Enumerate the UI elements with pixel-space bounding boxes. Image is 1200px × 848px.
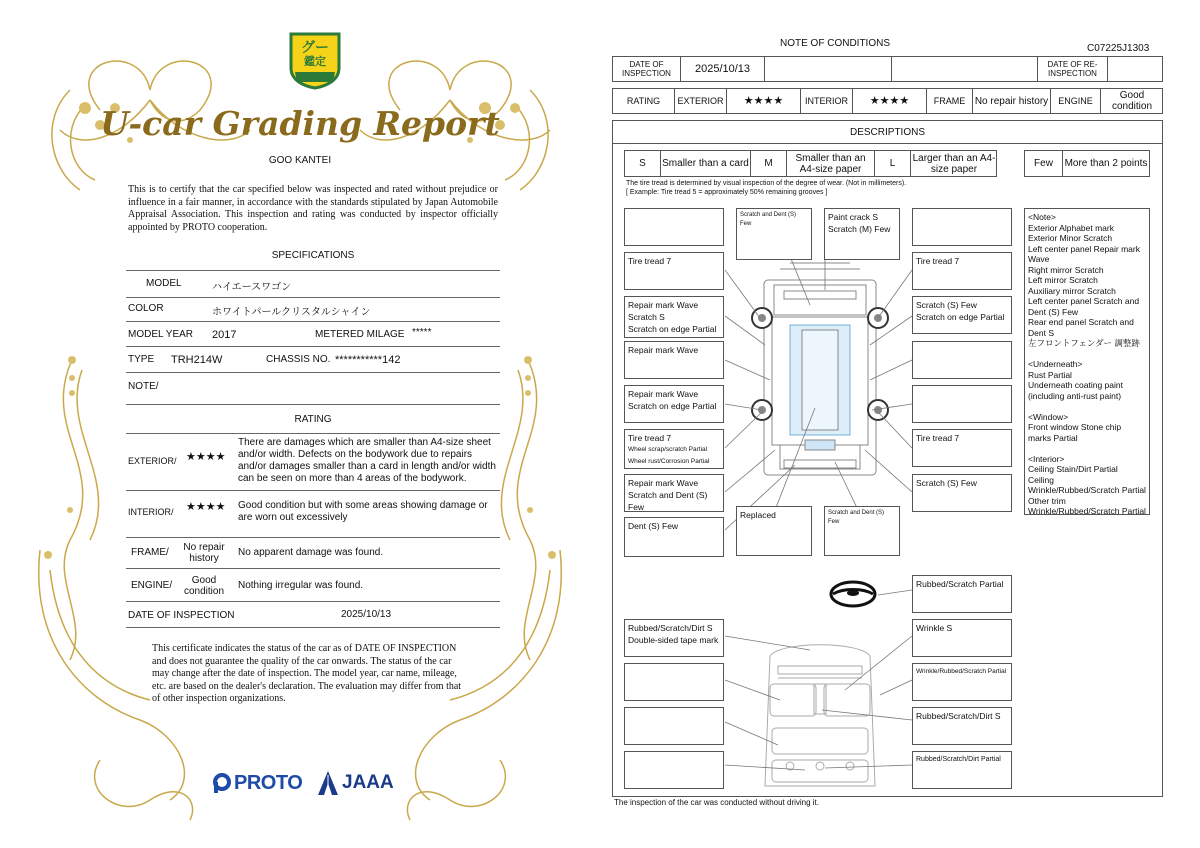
jaaa-mark-icon <box>318 771 338 795</box>
proto-logo-text: PROTO <box>234 771 303 794</box>
interior-desc: Good condition but with some areas showing damage or are worn out excessively <box>238 500 488 523</box>
left-tire-rear-line1: Tire tread 7 <box>628 433 672 443</box>
int-box-left-4 <box>624 751 724 789</box>
legend-few: Few <box>1025 151 1063 176</box>
ext-box-bottom-left: Dent (S) Few <box>624 517 724 557</box>
rating-heading: RATING <box>294 414 332 425</box>
proto-logo <box>212 770 302 796</box>
frame-value: No repair history <box>183 542 225 564</box>
legend-s-desc: Smaller than a card <box>661 151 751 176</box>
ext-box-bottom-mid-right: Scratch and Dent (S) Few <box>824 506 900 556</box>
color-label: COLOR <box>128 303 164 314</box>
date-of-inspection-value: 2025/10/13 <box>341 609 392 620</box>
noc-reference: C07225J1303 <box>1087 43 1150 54</box>
report-subtitle: GOO KANTEI <box>268 155 332 166</box>
int-box-left-1: Rubbed/Scratch/Dirt S Double-sided tape mark <box>624 619 724 657</box>
date-of-reinspection-label: DATE OF RE-INSPECTION <box>1038 57 1108 81</box>
exterior-desc: There are damages which are smaller than A4-size sheet and/or width. Defects on the bodywork due to repairs and/or damages smaller than a card in length and/or width can be seen on more than 4 areas of the bodywork. <box>238 437 496 484</box>
model-label: MODEL <box>146 278 182 289</box>
ext-box-bottom-mid-left: Replaced <box>736 506 812 556</box>
metered-label: METERED MILAGE <box>315 329 405 340</box>
rating-label: RATING <box>613 89 675 113</box>
model-year-label: MODEL YEAR <box>128 329 194 340</box>
exterior-stars: ★★★★ <box>186 451 226 463</box>
goo-kantei-badge <box>287 28 343 90</box>
date-of-inspection-label: DATE OF INSPECTION <box>128 610 235 621</box>
engine-value: Good condition <box>1111 90 1153 112</box>
jaaa-logo <box>318 770 394 796</box>
engine-value: Good condition <box>183 575 225 597</box>
metered-value: ***** <box>412 327 432 338</box>
frame-label: FRAME/ <box>131 547 169 558</box>
badge-text: 鑑定 <box>304 56 326 68</box>
frame-desc: No apparent damage was found. <box>238 547 384 558</box>
ext-box-right-tire-rear: Tire tread 7 <box>912 429 1012 467</box>
tire-note-2: [ Example: Tire tread 5 = approximately 50% remaining grooves ] <box>626 189 828 196</box>
ext-box-left-tire-front: Tire tread 7 <box>624 252 724 290</box>
interior-label: INTERIOR/ <box>128 507 174 517</box>
noc-footer: The inspection of the car was conducted without driving it. <box>614 798 819 807</box>
interior-stars: ★★★★ <box>853 89 927 113</box>
descriptions-heading: DESCRIPTIONS <box>613 121 1162 144</box>
jaaa-logo-text: JAAA <box>342 772 394 793</box>
tire-note-1: The tire tread is determined by visual inspection of the degree of wear. (Not in millimeters). <box>626 180 907 187</box>
legend-l-desc: Larger than an A4-size paper <box>912 152 996 175</box>
exterior-stars: ★★★★ <box>727 89 801 113</box>
specifications-heading: SPECIFICATIONS <box>271 250 355 261</box>
legend-m-desc: Smaller than an A4-size paper <box>787 151 875 176</box>
exterior-label: EXTERIOR/ <box>128 456 177 466</box>
note-of-conditions <box>600 0 1200 848</box>
legend-l: L <box>875 151 911 176</box>
int-box-right-1: Wrinkle S <box>912 619 1012 657</box>
chassis-label: CHASSIS NO. <box>266 354 331 365</box>
model-value: ハイエースワゴン <box>212 282 292 293</box>
exterior-label: EXTERIOR <box>675 89 727 113</box>
ext-box-left-mid1: Repair mark Wave Scratch S Scratch on edge Partial <box>624 296 724 338</box>
int-box-right-2: Wrinkle/Rubbed/Scratch Partial <box>912 663 1012 701</box>
interior-label: INTERIOR <box>801 89 853 113</box>
remarks-box: <Note> Exterior Alphabet mark Exterior Minor Scratch Left center panel Repair mark Wave Right mirror Scratch Left mirror Scratch Auxiliary mirror Scratch Left center panel Scratch and Dent (S) Few Rear end panel Scratch and Dent S 左フロントフェンダー 調整跡 <Underneath> Rust Partial Underneath coating paint (including anti-rust paint) <Window> Front window Stone chip marks Partial <Interior> Ceiling Stain/Dirt Partial Ceiling Wrinkle/Rubbed/Scratch Partial Other trim Wrinkle/Rubbed/Scratch Partial <box>1024 208 1150 515</box>
int-box-steering: Rubbed/Scratch Partial <box>912 575 1012 613</box>
int-box-left-2 <box>624 663 724 701</box>
engine-desc: Nothing irregular was found. <box>238 580 364 591</box>
ext-box-left-mid2: Repair mark Wave <box>624 341 724 379</box>
certify-text: This is to certify that the car specified below was inspected and rated without prejudice or influence in a fair manner, in accordance with the standards stipulated by Japan Automobile Appraisal Association. This inspection and rating was conducted by inspector officially appointed by PROTO cooperation. <box>128 184 498 233</box>
type-label: TYPE <box>128 354 155 365</box>
ext-box-top-mid-right: Paint crack S Scratch (M) Few <box>824 208 900 260</box>
engine-label: ENGINE <box>1051 89 1101 113</box>
note-label: NOTE/ <box>128 381 159 392</box>
legend-more: More than 2 points <box>1064 158 1148 169</box>
int-box-right-4: Rubbed/Scratch/Dirt Partial <box>912 751 1012 789</box>
color-value: ホワイトパールクリスタルシャイン <box>212 307 371 318</box>
ext-box-left-mid4: Repair mark Wave Scratch and Dent (S) Few <box>624 474 724 512</box>
ext-box-right-mid4: Scratch (S) Few <box>912 474 1012 512</box>
certificate-footer: This certificate indicates the status of the car as of DATE OF INSPECTION and does not guarantee the quality of the car onwards. The status of the car may change after the date of inspection. The model year, car name, mileage, etc. are based on the dealer's declaration. The evaluation may differ from that of other inspection organizations. <box>152 643 462 704</box>
svg-text:グー: グー <box>301 40 329 56</box>
left-tire-rear-line2: Wheel scrap/scratch Partial <box>628 446 708 453</box>
proto-mark-icon <box>212 772 232 794</box>
ext-box-top-mid-left: Scratch and Dent (S) Few <box>736 208 812 260</box>
left-tire-rear-line3: Wheel rust/Corrosion Partial <box>628 458 710 465</box>
noc-title: NOTE OF CONDITIONS <box>780 38 890 49</box>
chassis-value: ***********142 <box>335 354 401 366</box>
date-of-inspection-label: DATE OF INSPECTION <box>613 57 681 81</box>
ext-box-left-mid3: Repair mark Wave Scratch on edge Partial <box>624 385 724 423</box>
interior-stars: ★★★★ <box>186 501 226 513</box>
frame-label: FRAME <box>927 89 973 113</box>
engine-label: ENGINE/ <box>131 580 173 591</box>
ext-box-right-tire-front: Tire tread 7 <box>912 252 1012 290</box>
frame-value: No repair history <box>973 89 1051 113</box>
legend-s: S <box>625 151 661 176</box>
int-box-right-3: Rubbed/Scratch/Dirt S <box>912 707 1012 745</box>
date-of-inspection-value: 2025/10/13 <box>681 57 765 81</box>
type-value: TRH214W <box>171 354 223 366</box>
legend-m: M <box>751 151 787 176</box>
ext-box-right-mid1: Scratch (S) Few Scratch on edge Partial <box>912 296 1012 334</box>
model-year-value: 2017 <box>212 329 237 341</box>
int-box-left-3 <box>624 707 724 745</box>
report-title: U-car Grading Report <box>100 104 500 143</box>
